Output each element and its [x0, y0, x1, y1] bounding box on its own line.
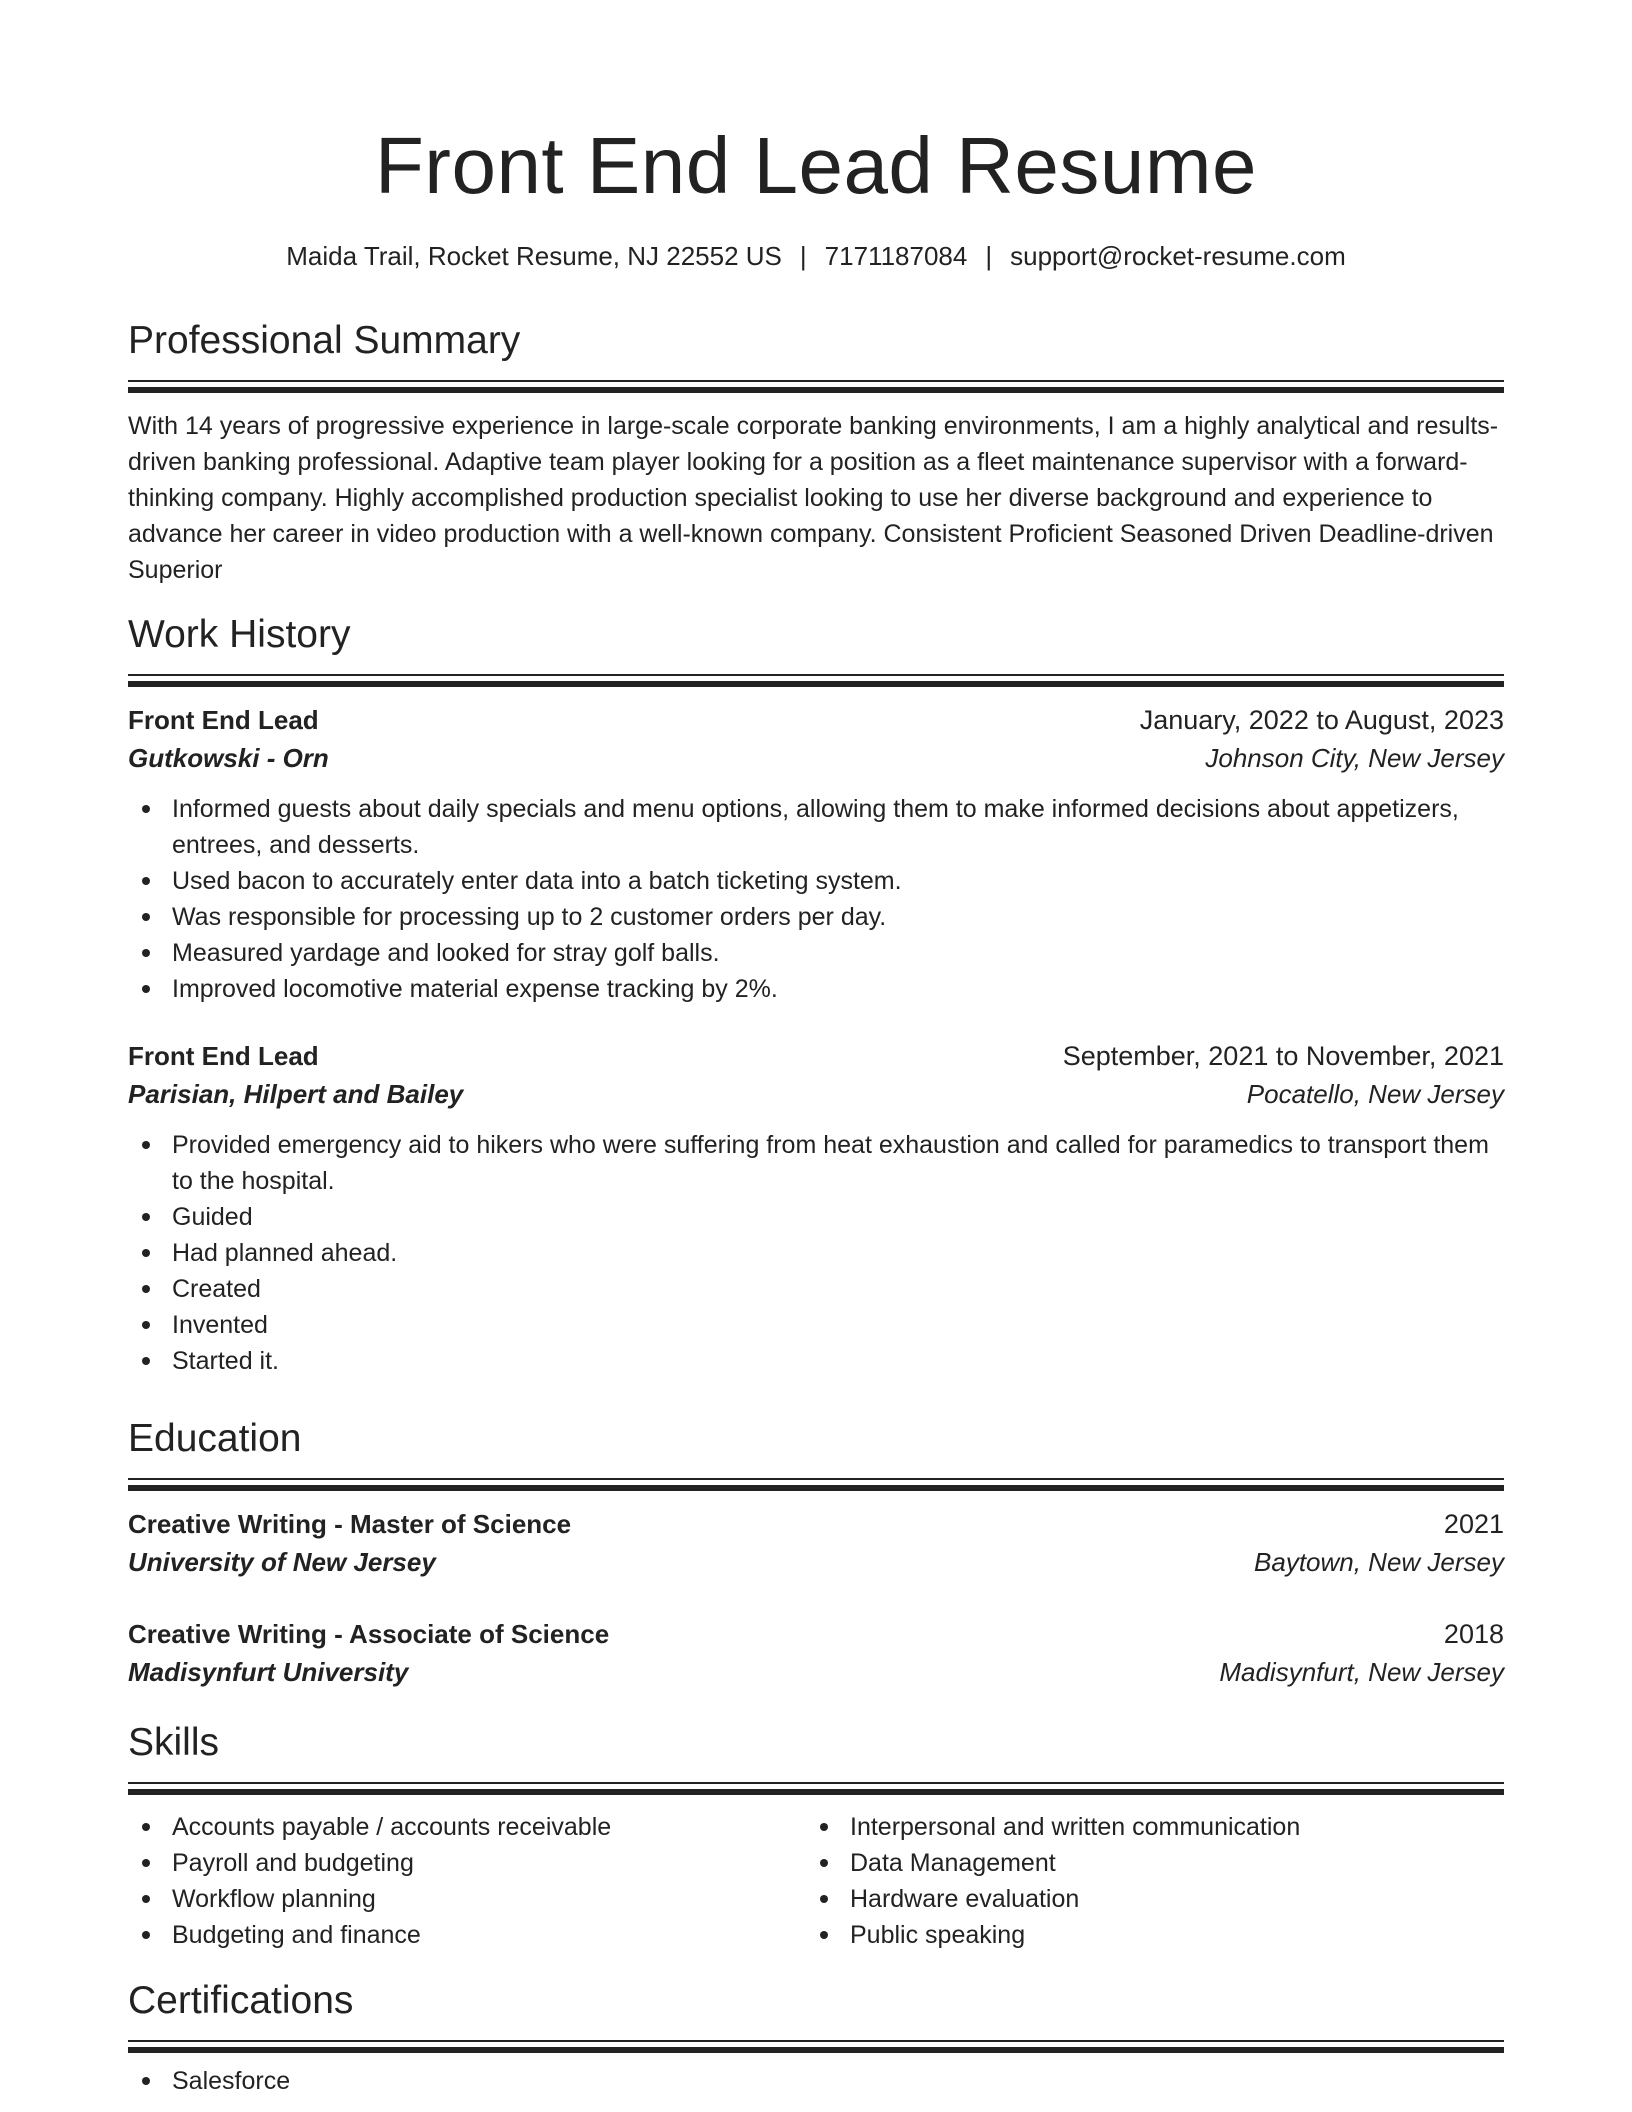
contact-address: Maida Trail, Rocket Resume, NJ 22552 US — [286, 241, 782, 271]
section-rule-thick — [128, 1485, 1504, 1491]
work-history-section — [128, 612, 1504, 1379]
section-rule-thick — [128, 2047, 1504, 2053]
section-heading: Work History — [128, 613, 351, 656]
school-name: Madisynfurt University — [128, 1657, 409, 1687]
job-bullets — [128, 791, 1504, 1007]
section-heading: Education — [128, 1417, 302, 1460]
skills-section — [128, 1720, 1504, 1953]
certifications-section — [128, 1978, 1504, 2099]
list-item: Started it. — [128, 1343, 1504, 1379]
section-rule-thin — [128, 380, 1504, 382]
school-name: University of New Jersey — [128, 1547, 436, 1577]
list-item: Had planned ahead. — [128, 1235, 1504, 1271]
summary-text: With 14 years of progressive experience in large-scale corporate banking environments, I am a highly analytical and results-driven banking professional. Adaptive team player looking for a position as a fleet maintenance supervisor with a forward-thinking company. Highly accomplished production specialist looking to use her diverse background and experience to advance her career in video production with a well-known company. Consistent Proficient Seasoned Driven Deadline-driven Superior — [128, 412, 1499, 584]
resume-page — [128, 0, 1504, 2112]
education-entry — [128, 1615, 1504, 1691]
resume-title: Front End Lead Resume — [374, 121, 1258, 210]
section-rule-thin — [128, 1478, 1504, 1480]
certifications-list — [128, 2063, 1504, 2099]
job-entry — [128, 1037, 1504, 1379]
school-location: Baytown, New Jersey — [1254, 1547, 1504, 1577]
list-item: Public speaking — [806, 1917, 1484, 1953]
skills-columns — [128, 1809, 1504, 1953]
section-rule-thick — [128, 387, 1504, 393]
job-entry — [128, 701, 1504, 1007]
list-item: Informed guests about daily specials and menu options, allowing them to make informed decisions about appetizers, entrees, and desserts. — [128, 791, 1504, 863]
job-dates: September, 2021 to November, 2021 — [1062, 1041, 1504, 1071]
graduation-year: 2021 — [1443, 1509, 1504, 1539]
job-company: Parisian, Hilpert and Bailey — [128, 1079, 464, 1109]
list-item: Measured yardage and looked for stray golf balls. — [128, 935, 1504, 971]
skills-list-left — [128, 1809, 806, 1953]
job-company: Gutkowski - Orn — [128, 743, 329, 773]
section-rule-thin — [128, 2040, 1504, 2042]
section-heading: Skills — [128, 1721, 220, 1764]
education-section — [128, 1416, 1504, 1691]
list-item: Payroll and budgeting — [128, 1845, 806, 1881]
degree: Creative Writing - Master of Science — [128, 1509, 572, 1539]
contact-separator: | — [985, 241, 993, 271]
section-rule-thin — [128, 1782, 1504, 1784]
contact-line — [128, 240, 1504, 272]
list-item: Improved locomotive material expense tracking by 2%. — [128, 971, 1504, 1007]
school-location: Madisynfurt, New Jersey — [1219, 1657, 1504, 1687]
list-item: Was responsible for processing up to 2 customer orders per day. — [128, 899, 1504, 935]
job-dates: January, 2022 to August, 2023 — [1139, 705, 1504, 735]
job-title: Front End Lead — [128, 1041, 319, 1071]
education-entry — [128, 1505, 1504, 1581]
summary-section — [128, 318, 1504, 588]
list-item: Provided emergency aid to hikers who were suffering from heat exhaustion and called for paramedics to transport them to the hospital. — [128, 1127, 1504, 1199]
job-location: Pocatello, New Jersey — [1246, 1079, 1504, 1109]
job-bullets — [128, 1127, 1504, 1379]
list-item: Salesforce — [128, 2063, 1504, 2099]
job-title: Front End Lead — [128, 705, 319, 735]
list-item: Guided — [128, 1199, 1504, 1235]
section-rule-thick — [128, 681, 1504, 687]
section-heading: Professional Summary — [128, 319, 521, 362]
list-item: Budgeting and finance — [128, 1917, 806, 1953]
contact-email: support@rocket-resume.com — [1010, 241, 1346, 271]
list-item: Created — [128, 1271, 1504, 1307]
list-item: Invented — [128, 1307, 1504, 1343]
contact-separator: | — [799, 241, 807, 271]
list-item: Accounts payable / accounts receivable — [128, 1809, 806, 1845]
section-rule-thick — [128, 1789, 1504, 1795]
list-item: Interpersonal and written communication — [806, 1809, 1484, 1845]
list-item: Hardware evaluation — [806, 1881, 1484, 1917]
contact-phone: 7171187084 — [824, 241, 968, 271]
list-item: Used bacon to accurately enter data into a batch ticketing system. — [128, 863, 1504, 899]
section-heading: Certifications — [128, 1979, 354, 2022]
job-location: Johnson City, New Jersey — [1205, 743, 1504, 773]
skills-list-right — [806, 1809, 1484, 1953]
graduation-year: 2018 — [1443, 1619, 1504, 1649]
section-rule-thin — [128, 674, 1504, 676]
list-item: Data Management — [806, 1845, 1484, 1881]
degree: Creative Writing - Associate of Science — [128, 1619, 610, 1649]
list-item: Workflow planning — [128, 1881, 806, 1917]
